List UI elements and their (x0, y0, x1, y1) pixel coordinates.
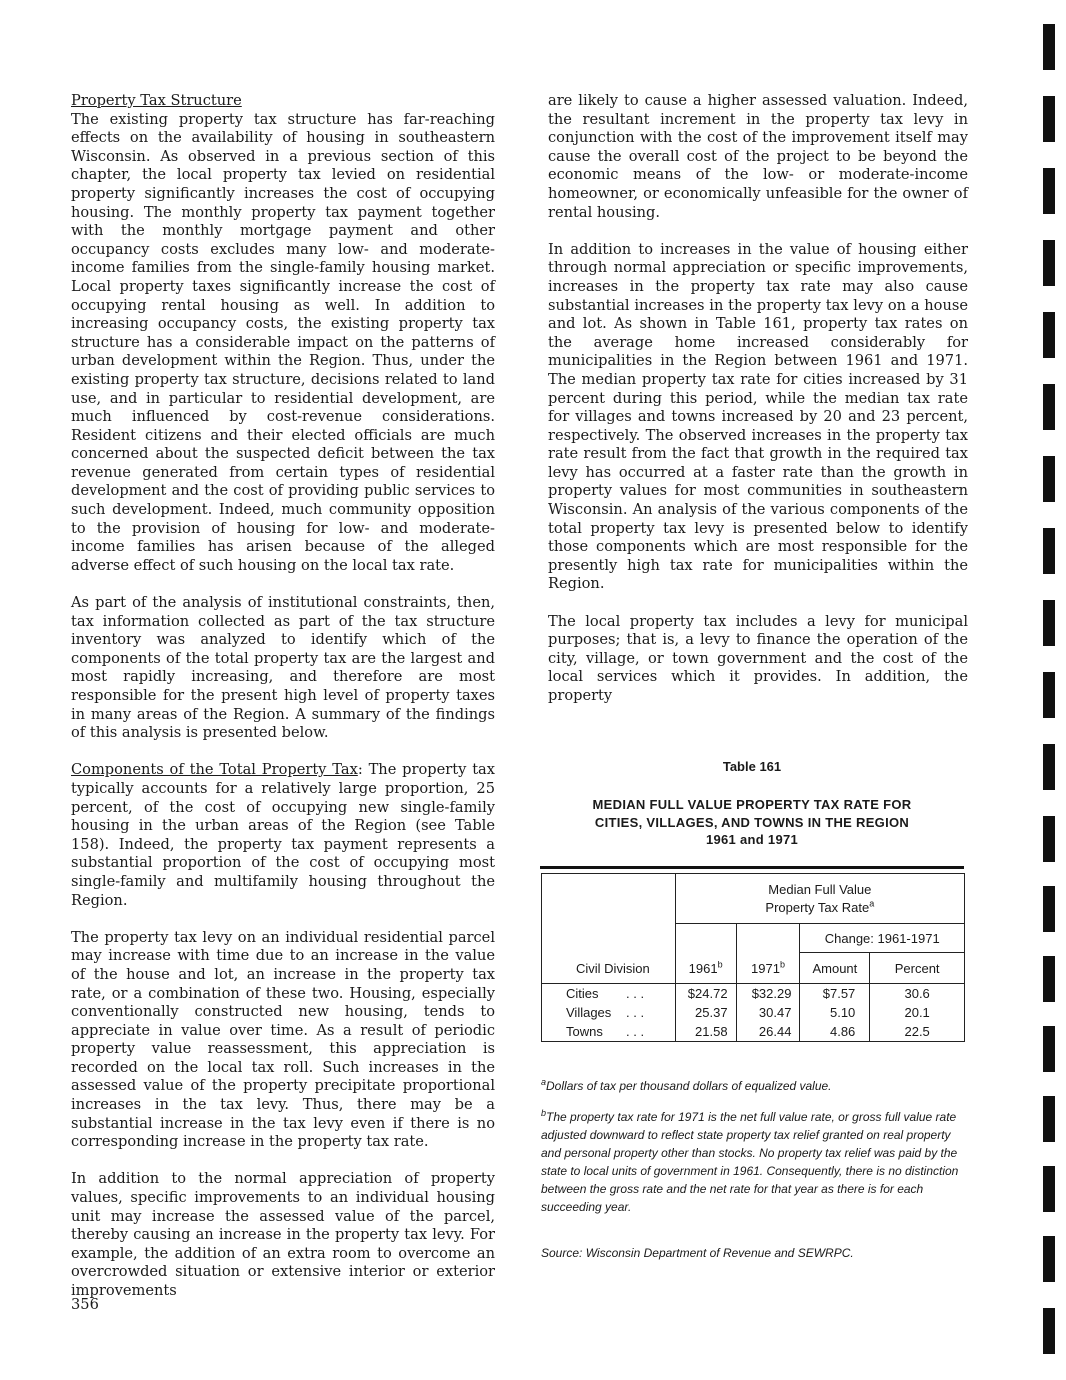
page-number: 356 (71, 1296, 99, 1313)
paragraph: The existing property tax structure has far-reaching effects on the availability of housing in southeastern Wisconsin. As observed in a previous section of this chapter, the local property tax levied on residential property significantly increases the cost of occupying housing. The monthly property tax payment together with the monthly mortgage payment and other occupancy costs excludes many low- and moderate-income families from the single-family housing market. Local property taxes significantly increase the cost of occupying rental housing as well. In addition to increasing occupancy costs, the existing property tax structure has a considerable impact on the patterns of urban development within the Region. Thus, under the existing property tax structure, decisions related to land use, and in particular to residential development, are much influenced by cost-revenue considerations. Resident citizens and their elected officials are much concerned about the suspected deficit between the tax revenue generated from certain types of residential development and the cost of providing public services to such development. Indeed, much community opposition to the provision of housing for low- and moderate-income families has arisen because of the alleged adverse effect of such housing on the local tax rate. (71, 110, 495, 574)
heading-property-tax-structure: Property Tax Structure (71, 92, 242, 109)
binding-mark (1043, 312, 1055, 358)
header-percent: Percent (870, 953, 965, 984)
header-1961: 1961$^b$ (675, 924, 736, 984)
binding-mark (1043, 1166, 1055, 1212)
paragraph: The property tax levy on an individual residential parcel may increase with time due to an increase in the value of the house and lot, an increase in the property tax rate, or a combination of these two. Housing, especially conventionally constructed new housing, tends to appreciate in value over time. As a result of periodic property value reassessment, this appreciation is recorded on the local tax roll. Such increases in the assessed value of the property precipitate proportional increases in the tax levy. Thus, there may be a substantial increase in the tax levy even if there is no corresponding increase in the property tax rate. (71, 928, 495, 1151)
binding-mark (1043, 168, 1055, 214)
binding-mark (1043, 1308, 1055, 1354)
binding-mark (1043, 456, 1055, 502)
binding-marks (1043, 0, 1057, 1380)
paragraph: In addition to increases in the value of housing either through normal appreciation or specific improvements, increases in the property tax rate may also cause substantial increases in the property tax levy on a house and lot. As shown in Table 161, property tax rates on the average home increased considerably for municipalities in the Region between 1961 and 1971. The median property tax rate for cities increased by 31 percent during this period, while the median tax rate for villages and towns increased by 20 and 23 percent, respectively. The observed increases in the property tax rate result from the fact that growth in the required tax levy has occurred at a faster rate than the growth in property values for most communities in southeastern Wisconsin. An analysis of the various components of the total property tax levy is presented below to identify those components which are most responsible for the presently high tax rate for municipalities within the Region. (548, 240, 968, 593)
right-column (548, 92, 968, 724)
binding-mark (1043, 528, 1055, 574)
header-change: Change: 1961-1971 (800, 924, 965, 953)
col-1961-cells: $24.72 25.37 21.58 (675, 984, 736, 1042)
table-row: Towns . . . (566, 1024, 645, 1039)
binding-mark (1043, 1096, 1055, 1142)
division-cells (542, 984, 676, 1042)
col-1971-cells: $32.29 30.47 26.44 (736, 984, 800, 1042)
paragraph: In addition to the normal appreciation of property values, specific improvements to an individual housing unit may increase the assessed value of the parcel, thereby causing an increase in the property tax levy. For example, the addition of an extra room to overcome an overcrowded situation or extensive interior or exterior improvements (71, 1170, 495, 1299)
paragraph: As part of the analysis of institutional constraints, then, tax information collected as part of the tax structure inventory was analyzed to identify which of the components of the total property tax are the largest and most rapidly increasing, and therefore are most responsible for the present high level of property taxes in many areas of the Region. A summary of the findings of this analysis is presented below. (71, 594, 495, 742)
binding-mark (1043, 96, 1055, 142)
binding-mark (1043, 744, 1055, 790)
paragraph: The local property tax includes a levy for municipal purposes; that is, a levy to finance the operation of the city, village, or town government and the cost of the local services which it provides. In addition, the property (548, 612, 968, 704)
footnote-a: $^a$Dollars of tax per thousand dollars of equalized value. (541, 1077, 832, 1093)
col-amount-cells: $7.57 5.10 4.86 (800, 984, 870, 1042)
binding-mark (1043, 886, 1055, 932)
header-1971: 1971$^b$ (736, 924, 800, 984)
paragraph: are likely to cause a higher assessed valuation. Indeed, the resultant increment in the property tax levy in conjunction with the cost of the improvement itself may cause the overall cost of the project to be beyond the economic means of the low- or moderate-income homeowner, or economically unfeasible for the owner of rental housing. (548, 92, 968, 221)
binding-mark (1043, 956, 1055, 1002)
table-row: Cities . . . (566, 986, 645, 1001)
table-row: Villages . . . (566, 1005, 645, 1020)
binding-mark (1043, 816, 1055, 862)
binding-mark (1043, 240, 1055, 286)
binding-mark (1043, 672, 1055, 718)
binding-mark (1043, 24, 1055, 70)
heading-components: Components of the Total Property Tax (71, 761, 358, 779)
left-column (71, 92, 495, 1319)
paragraph: Components of the Total Property Tax: The property tax typically accounts for a relatively large proportion, 25 percent, of the cost of occupying new single-family housing in the urban areas of the Region (see Table 158). Indeed, the property tax payment represents a substantial proportion of the cost of occupying most single-family and multifamily housing throughout the Region. (71, 761, 495, 909)
header-civil-division: Civil Division (542, 874, 676, 984)
binding-mark (1043, 384, 1055, 430)
header-amount: Amount (800, 953, 870, 984)
footnote-b: $^b$The property tax rate for 1971 is the net full value rate, or gross full value rate adjusted downward to reflect state property tax relief granted on real property and personal property other than stocks. No property tax relief was paid by the state to local units of government in 1961. Consequently, there is no distinction between the gross rate and the net rate for that year as there is for each succeeding year. (541, 1108, 959, 1214)
table-top-rule (540, 866, 964, 869)
table-source: Source: Wisconsin Department of Revenue and SEWRPC. (541, 1246, 854, 1260)
tax-rate-table (541, 873, 965, 1042)
binding-mark (1043, 1026, 1055, 1072)
table-title: MEDIAN FULL VALUE PROPERTY TAX RATE FOR CITIES, VILLAGES, AND TOWNS IN THE REGION 1961 and 1971 (592, 797, 912, 847)
binding-mark (1043, 600, 1055, 646)
col-percent-cells: 30.6 20.1 22.5 (870, 984, 965, 1042)
table-number: Table 161 (722, 759, 782, 774)
header-median-full-value: Median Full Value Property Tax Rate$^a$ (675, 874, 964, 924)
binding-mark (1043, 1236, 1055, 1282)
